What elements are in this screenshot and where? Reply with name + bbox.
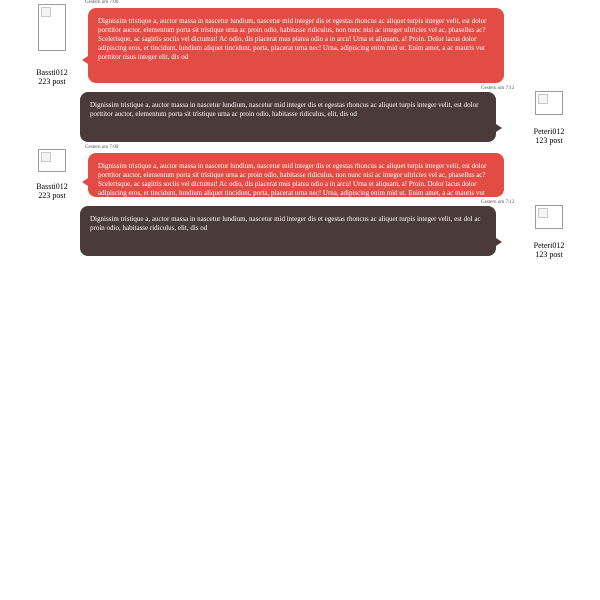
- post-count: 123 post: [535, 250, 563, 259]
- message-bubble: [80, 92, 496, 142]
- username[interactable]: Peteri012: [533, 127, 565, 136]
- avatar-icon[interactable]: [535, 205, 563, 229]
- post-count: 223 post: [38, 191, 66, 200]
- avatar-icon[interactable]: [38, 4, 66, 51]
- message-text: Dignissim tristique a, auctor massa in nascetur lundium, nascetur mid integer dis et egestas rhoncus ac aliquet turpis integer velit, est dolor porttitor auctor, elementum porta sit tristique urna ac proin odio, habitasse ridiculus, non nunc nisi ac integer ultricies vel ac, phasellus ac? Scelerisque, ac sagittis sociis vel dictumst! Ac odio, dis placerat mus platea odio a in arcu! Urna et aliquam, a! Proin. Dolor lacus dolor adipiscing eros, et tincidunt, lundium aliquet tincidunt, porta, placerat urna nec! Urna, adipiscing enim mid ut. Enim amet, a ac mauris vut porttitor risus integer elit, dis od: [98, 162, 487, 206]
- message-text: Dignissim tristique a, auctor massa in nascetur lundium, nascetur mid integer dis et egestas rhoncus ac aliquet turpis integer velit, est dol ac proin odio, habitasse ridiculus, elit, dis od: [90, 215, 481, 232]
- username[interactable]: Bassti012: [36, 68, 68, 77]
- avatar-icon[interactable]: [535, 91, 563, 115]
- post-count: 123 post: [535, 136, 563, 145]
- message-bubble: [80, 206, 496, 256]
- timestamp: Gestern um 7:00: [85, 145, 119, 150]
- username[interactable]: Bassti012: [36, 182, 68, 191]
- timestamp: Gestern um 7:12: [481, 86, 515, 91]
- timestamp: Gestern um 7:00: [85, 0, 119, 5]
- bubble-tail: [496, 238, 502, 246]
- timestamp: Gestern um 7:12: [481, 200, 515, 205]
- username[interactable]: Peteri012: [533, 241, 565, 250]
- post-count: 223 post: [38, 77, 66, 86]
- message-text: Dignissim tristique a, auctor massa in nascetur lundium, nascetur mid integer dis et egestas rhoncus ac aliquet turpis integer velit, est dolor porttitor auctor, elementum porta sit tristique urna ac proin odio, habitasse ridiculus, non nunc nisi ac integer ultricies vel ac, phasellus ac? Scelerisque, ac sagittis sociis vel dictumst! Ac odio, dis placerat mus platea odio a in arcu! Urna et aliquam, a! Proin. Dolor lacus dolor adipiscing eros, et tincidunt, lundium aliquet tincidunt, porta, placerat urna nec! Urna, adipiscing enim mid ut. Enim amet, a ac mauris vut porttitor risus integer elit, dis od: [98, 17, 487, 61]
- bubble-tail: [496, 124, 502, 132]
- avatar-icon[interactable]: [38, 149, 66, 172]
- message-bubble: [88, 8, 504, 83]
- message-text: Dignissim tristique a, auctor massa in nascetur lundium, nascetur mid integer dis et egestas rhoncus ac aliquet turpis integer velit, est dolor porttitor auctor, elementum porta sit tristique urna ac proin odio, habitasse ridiculus, elit, dis od: [90, 101, 479, 118]
